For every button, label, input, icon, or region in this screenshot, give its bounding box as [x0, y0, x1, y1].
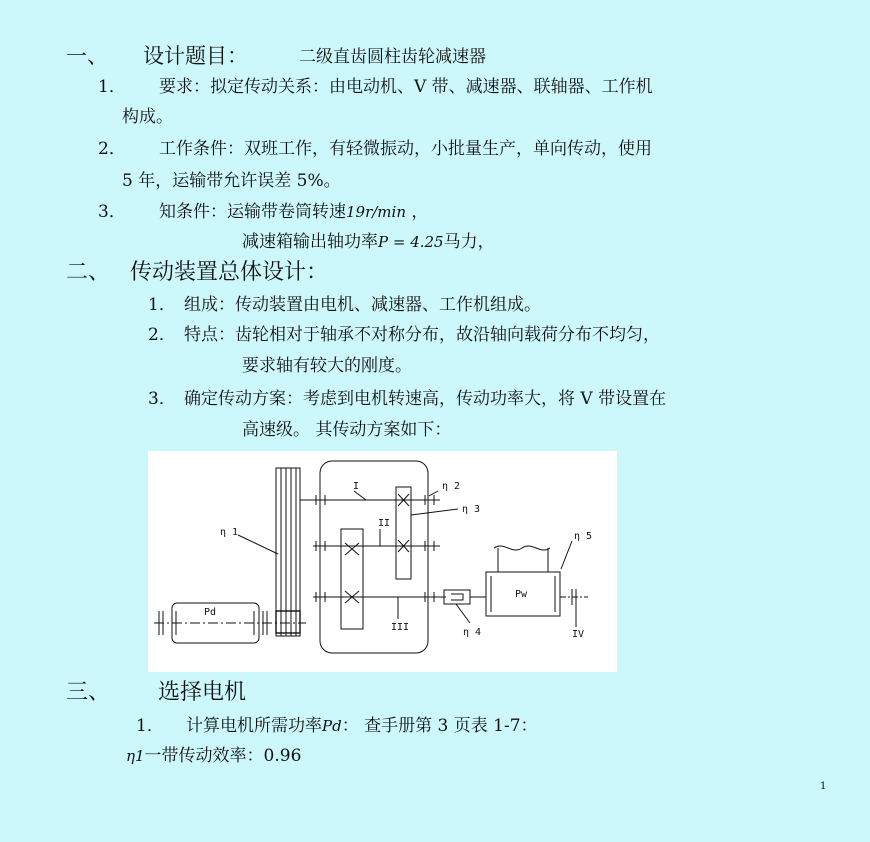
s1-item-2-cont: 5 年，运输带允许误差 5%。 [122, 171, 341, 191]
large-gear-right [396, 487, 411, 579]
s2-item-3-number: 3． [148, 389, 176, 409]
s2-item-3-cont: 高速级。 其传动方案如下： [242, 420, 452, 440]
s3-item-1-text-a: 计算电机所需功率 [186, 716, 322, 736]
belt-drum-speed: 19r/min [346, 203, 406, 221]
transmission-scheme-svg [148, 451, 617, 672]
label-eta2: η 2 [442, 481, 461, 492]
label-eta3: η 3 [462, 504, 481, 515]
label-eta4: η 4 [463, 627, 482, 638]
transmission-scheme-diagram [148, 451, 617, 672]
belt-efficiency-text: 一带传动效率：0.96 [144, 746, 302, 766]
s1-item-3-text-b: ， [411, 202, 429, 222]
section-1-number: 一、 [66, 44, 108, 68]
s2-item-1-text: 组成：传动装置由电机、减速器、工作机组成。 [184, 295, 541, 315]
s1-item-1-number: 1． [98, 77, 126, 97]
s3-item-1-number: 1． [136, 716, 164, 736]
s1-item-3-text-a: 知条件：运输带卷筒转速 [159, 202, 346, 222]
section-3-title: 选择电机 [158, 680, 247, 705]
s1-item-1-text: 要求：拟定传动关系：由电动机、V 带、减速器、联轴器、工作机 [159, 77, 653, 97]
coupling [444, 590, 470, 604]
required-power-symbol: Pd [322, 717, 342, 735]
s1-item-1-cont: 构成。 [122, 107, 173, 127]
gearbox-housing [320, 461, 428, 653]
eta1-leader [238, 535, 278, 554]
label-shaft-i: I [353, 481, 360, 492]
section-1-title: 设计题目： [143, 44, 248, 68]
label-eta5: η 5 [574, 531, 593, 542]
s1-item-3-cont-a: 减速箱输出轴功率 [242, 232, 378, 252]
s1-item-3-number: 3． [98, 202, 126, 222]
eta5-leader [561, 541, 572, 569]
coupling-inner [451, 594, 463, 600]
s1-item-2-text: 工作条件：双班工作，有轻微振动，小批量生产，单向传动，使用 [159, 139, 652, 159]
s1-item-2-number: 2． [98, 139, 126, 159]
s2-item-2-number: 2． [148, 325, 176, 345]
label-shaft-iv: IV [572, 629, 585, 640]
section-1-subtitle: 二级直齿圆柱齿轮减速器 [299, 47, 486, 67]
output-power: P = 4.25 [378, 233, 444, 251]
drum-wavy-top [494, 546, 550, 550]
section-3-number: 三、 [66, 680, 111, 705]
large-gear-left [341, 529, 363, 629]
s2-item-2-cont: 要求轴有较大的刚度。 [242, 356, 412, 376]
page-number: 1 [820, 781, 827, 792]
label-eta1: η 1 [220, 527, 239, 538]
s2-item-3-text: 确定传动方案：考虑到电机转速高，传动功率大，将 V 带设置在 [184, 389, 667, 409]
s1-item-3-cont-b: 马力， [443, 232, 495, 252]
label-pd: Pd [204, 607, 217, 618]
s3-item-1-text-b: ： 查手册第 3 页表 1-7： [341, 716, 538, 736]
label-shaft-ii: II [378, 518, 391, 529]
belt-efficiency-line [126, 745, 301, 767]
section-2-title: 传动装置总体设计： [130, 260, 329, 285]
s2-item-2-text: 特点：齿轮相对于轴承不对称分布，故沿轴向载荷分布不均匀， [184, 325, 660, 345]
s1-item-3-text [159, 201, 428, 223]
s3-item-1-text [186, 715, 538, 737]
shaft-i-pointer [354, 491, 366, 500]
label-shaft-iii: III [391, 622, 410, 633]
s2-item-1-number: 1． [148, 295, 176, 315]
eta1-symbol: η1 [126, 747, 145, 765]
section-2-number: 二、 [66, 260, 111, 285]
eta3-leader [411, 509, 458, 515]
s1-item-3-cont [242, 231, 495, 253]
label-pw: Pw [515, 589, 528, 600]
eta4-leader [456, 604, 470, 623]
